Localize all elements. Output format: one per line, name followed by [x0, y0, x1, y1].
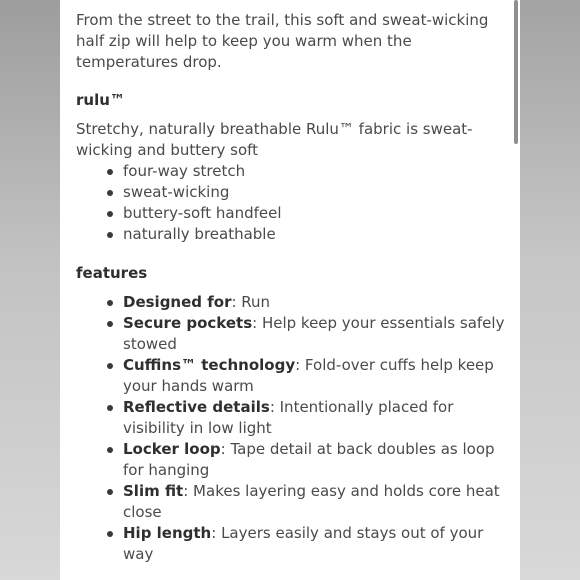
feature-item-designed-for [76, 292, 506, 313]
scrollbar-thumb[interactable] [514, 0, 518, 144]
feature-item-locker-loop [76, 439, 506, 481]
feature-text: : Layers easily and stays out of your way [123, 524, 484, 563]
right-backdrop [520, 0, 580, 580]
feature-item-secure-pockets [76, 313, 506, 355]
intro-text: From the street to the trail, this soft and sweat-wicking half zip will help to keep you warm when the temperatures drop. [76, 11, 489, 71]
rulu-description: Stretchy, naturally breathable Rulu™ fabric is sweat-wicking and buttery soft [76, 120, 473, 159]
list-item: sweat-wicking [76, 182, 506, 203]
feature-text: : Help keep your essentials safely stowed [123, 314, 505, 353]
feature-term: Designed for [123, 293, 232, 311]
feature-term: Hip length [123, 524, 212, 542]
feature-term: Locker loop [123, 440, 221, 458]
feature-text: : Tape detail at back doubles as loop for hanging [123, 440, 495, 479]
rulu-heading: rulu™ [76, 91, 125, 109]
feature-text: : Makes layering easy and holds core heat close [123, 482, 500, 521]
feature-item-hip-length [76, 523, 506, 565]
feature-item-reflective [76, 397, 506, 439]
rulu-bullet-list [76, 161, 506, 245]
feature-text: : Run [231, 293, 271, 311]
list-item: naturally breathable [76, 224, 506, 245]
feature-item-cuffins [76, 355, 506, 397]
feature-text: : Fold-over cuffs help keep your hands warm [123, 356, 494, 395]
list-item: four-way stretch [76, 161, 506, 182]
description-content [76, 10, 506, 565]
feature-text: : Intentionally placed for visibility in low light [123, 398, 454, 437]
feature-term: Secure pockets [123, 314, 253, 332]
feature-term: Reflective details [123, 398, 270, 416]
list-item: buttery-soft handfeel [76, 203, 506, 224]
feature-item-slim-fit [76, 481, 506, 523]
product-description-panel [60, 0, 520, 580]
features-heading: features [76, 264, 148, 282]
features-list [76, 292, 506, 565]
feature-term: Slim fit [123, 482, 184, 500]
feature-term: Cuffins™ technology [123, 356, 296, 374]
left-backdrop [0, 0, 60, 580]
